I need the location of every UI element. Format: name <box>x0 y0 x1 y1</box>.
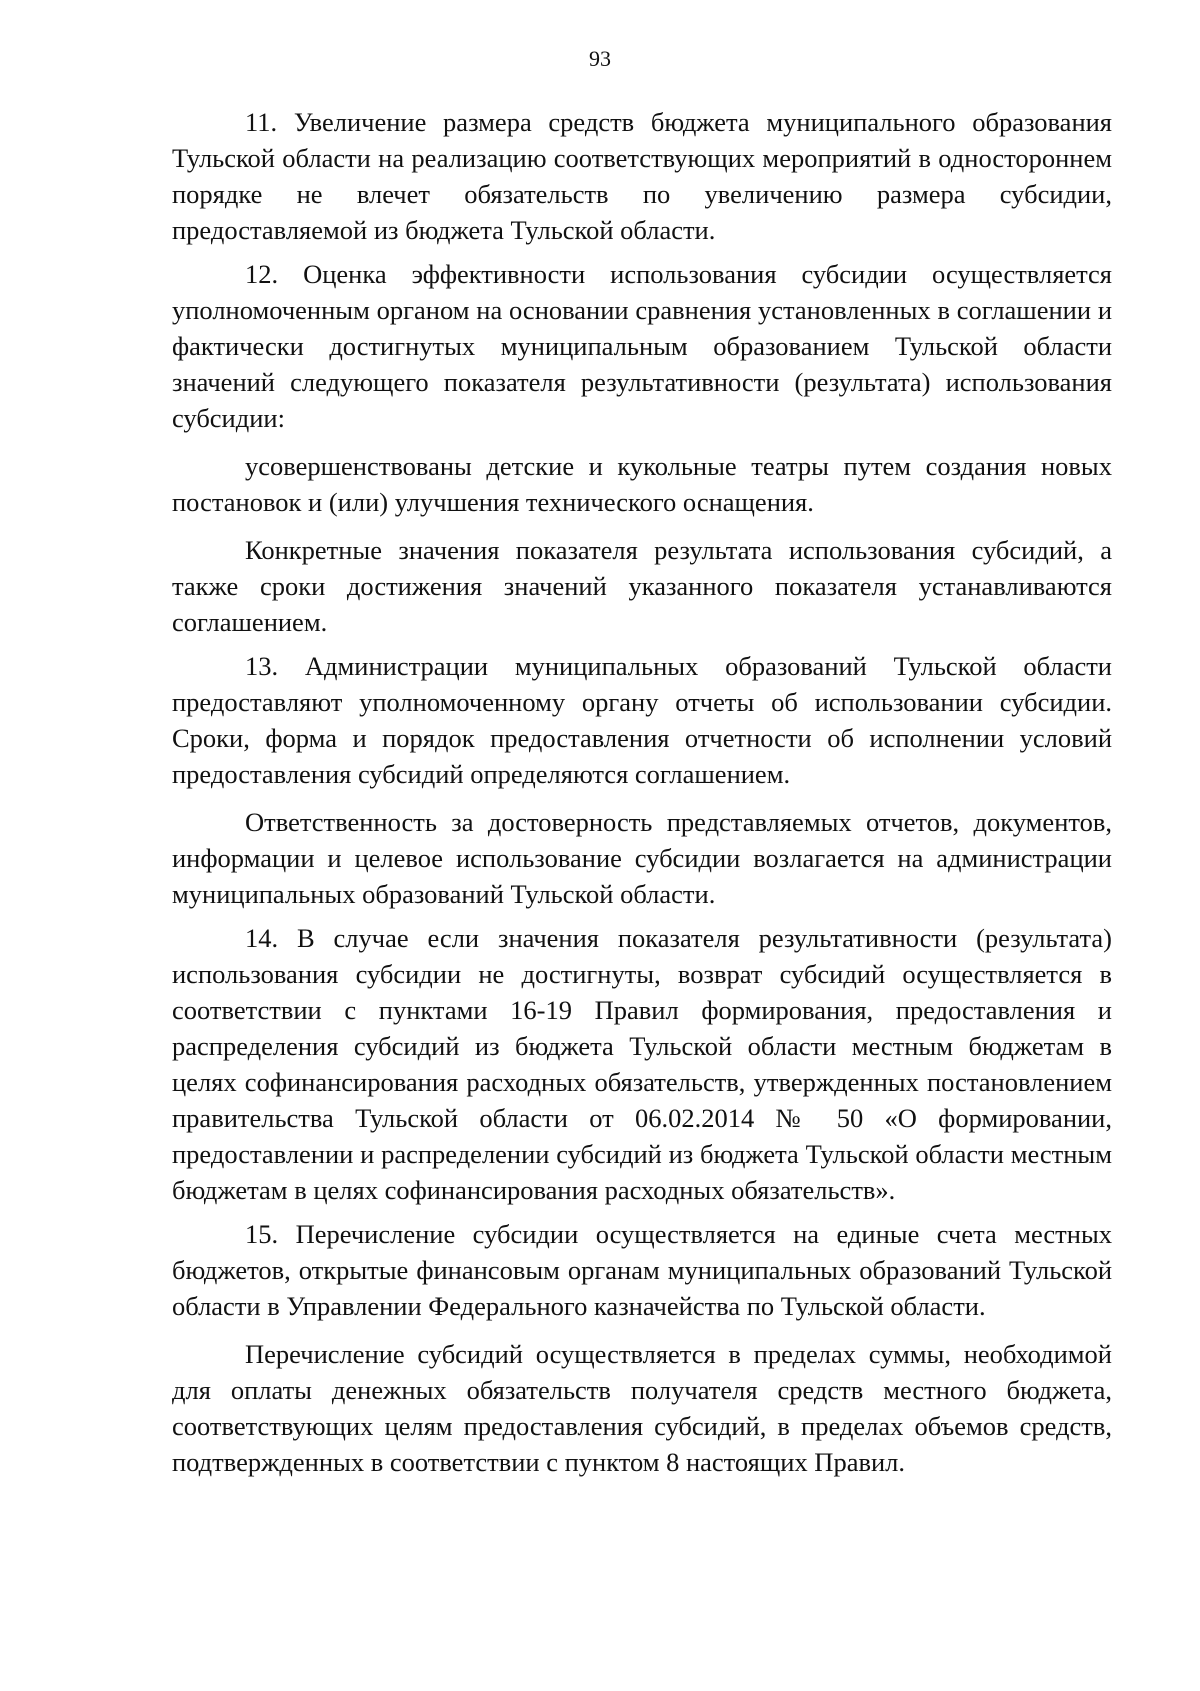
paragraph-13: 13. Администрации муниципальных образований Тульской области предоставляют уполномоченному органу отчеты об использовании субсидии. Сроки, форма и порядок предоставления отчетности об исполнении условий предоставления субсидий определяются соглашением. <box>172 651 1112 789</box>
paragraph-12: 12. Оценка эффективности использования субсидии осуществляется уполномоченным органом на основании сравнения установленных в соглашении и фактически достигнутых муниципальным образованием Тульской области значений следующего показателя результативности (результата) использования субсидии: <box>172 259 1112 433</box>
paragraph-12-values: Конкретные значения показателя результата использования субсидий, а также сроки достижения значений указанного показателя устанавливаются соглашением. <box>172 535 1112 637</box>
paragraph-14: 14. В случае если значения показателя результативности (результата) использования субсидии не достигнуты, возврат субсидий осуществляется в соответствии с пунктами 16-19 Правил формирования, предоставления и распределения субсидий из бюджета Тульской области местным бюджетам в целях софинансирования расходных обязательств, утвержденных постановлением правительства Тульской области от 06.02.2014 № 50 «О формировании, предоставлении и распределении субсидий из бюджета Тульской области местным бюджетам в целях софинансирования расходных обязательств». <box>172 923 1112 1205</box>
paragraph-13-responsibility: Ответственность за достоверность представляемых отчетов, документов, информации и целевое использование субсидии возлагается на администрации муниципальных образований Тульской области. <box>172 807 1112 909</box>
paragraph-12-indicator: усовершенствованы детские и кукольные театры путем создания новых постановок и (или) улучшения технического оснащения. <box>172 451 1112 517</box>
paragraph-15: 15. Перечисление субсидии осуществляется на единые счета местных бюджетов, открытые финансовым органам муниципальных образований Тульской области в Управлении Федерального казначейства по Тульской области. <box>172 1219 1112 1321</box>
page-number: 93 <box>589 46 611 71</box>
paragraph-15-transfer: Перечисление субсидий осуществляется в пределах суммы, необходимой для оплаты денежных обязательств получателя средств местного бюджета, соответствующих целям предоставления субсидий, в пределах объемов средств, подтвержденных в соответствии с пунктом 8 настоящих Правил. <box>172 1339 1112 1477</box>
document-body <box>172 104 1112 1488</box>
paragraph-11: 11. Увеличение размера средств бюджета муниципального образования Тульской области на реализацию соответствующих мероприятий в одностороннем порядке не влечет обязательств по увеличению размера субсидии, предоставляемой из бюджета Тульской области. <box>172 107 1112 245</box>
